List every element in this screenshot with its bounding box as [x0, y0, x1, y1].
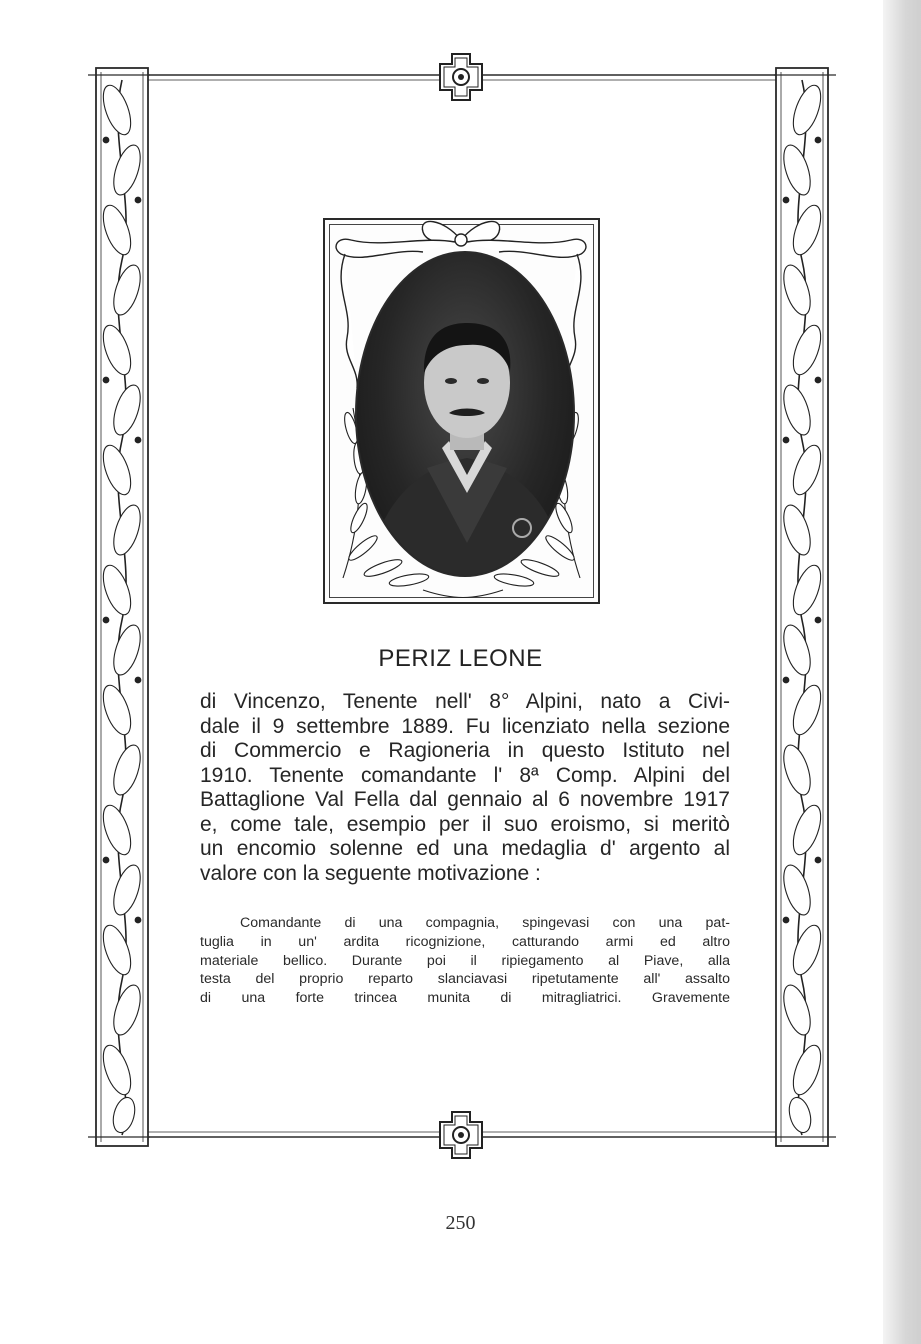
- medallion-cross-icon: [438, 52, 484, 102]
- biography-line: dale il 9 settembre 1889. Fu licenziato nella sezione: [200, 714, 730, 738]
- citation-line: testa del proprio reparto slanciavasi ripetutamente all' assalto: [200, 971, 730, 988]
- biography-line: un encomio solenne ed una medaglia d' argento al: [200, 837, 730, 860]
- page-number: 250: [445, 1212, 476, 1234]
- biography-line: valore con la seguente motivazione :: [200, 861, 541, 885]
- citation-paragraph: [200, 914, 730, 1008]
- person-name-heading: PERIZ LEONE: [378, 645, 543, 672]
- citation-line: Comandante di una compagnia, spingevasi con una pat-: [240, 915, 730, 931]
- biography-line: di Vincenzo, Tenente nell' 8° Alpini, nato a Civi-: [200, 690, 730, 713]
- biography-line: di Commercio e Ragioneria in questo Istituto nel: [200, 739, 730, 762]
- biography-line: Battaglione Val Fella dal gennaio al 6 novembre 1917: [200, 788, 730, 811]
- biography-line: 1910. Tenente comandante l' 8ª Comp. Alpini del: [200, 763, 730, 787]
- biography-line: e, come tale, esempio per il suo eroismo, si meritò: [200, 812, 730, 836]
- medallion-cross-icon: [438, 1110, 484, 1160]
- biography-paragraph: [200, 690, 730, 886]
- citation-line: di una forte trincea munita di mitragliatrici. Gravemente: [200, 990, 730, 1007]
- citation-line: materiale bellico. Durante poi il ripiegamento al Piave, alla: [200, 952, 730, 969]
- portrait-photo: [355, 251, 575, 577]
- portrait-figure: [357, 253, 575, 577]
- citation-line: tuglia in un' ardita ricognizione, catturando armi ed altro: [200, 933, 730, 950]
